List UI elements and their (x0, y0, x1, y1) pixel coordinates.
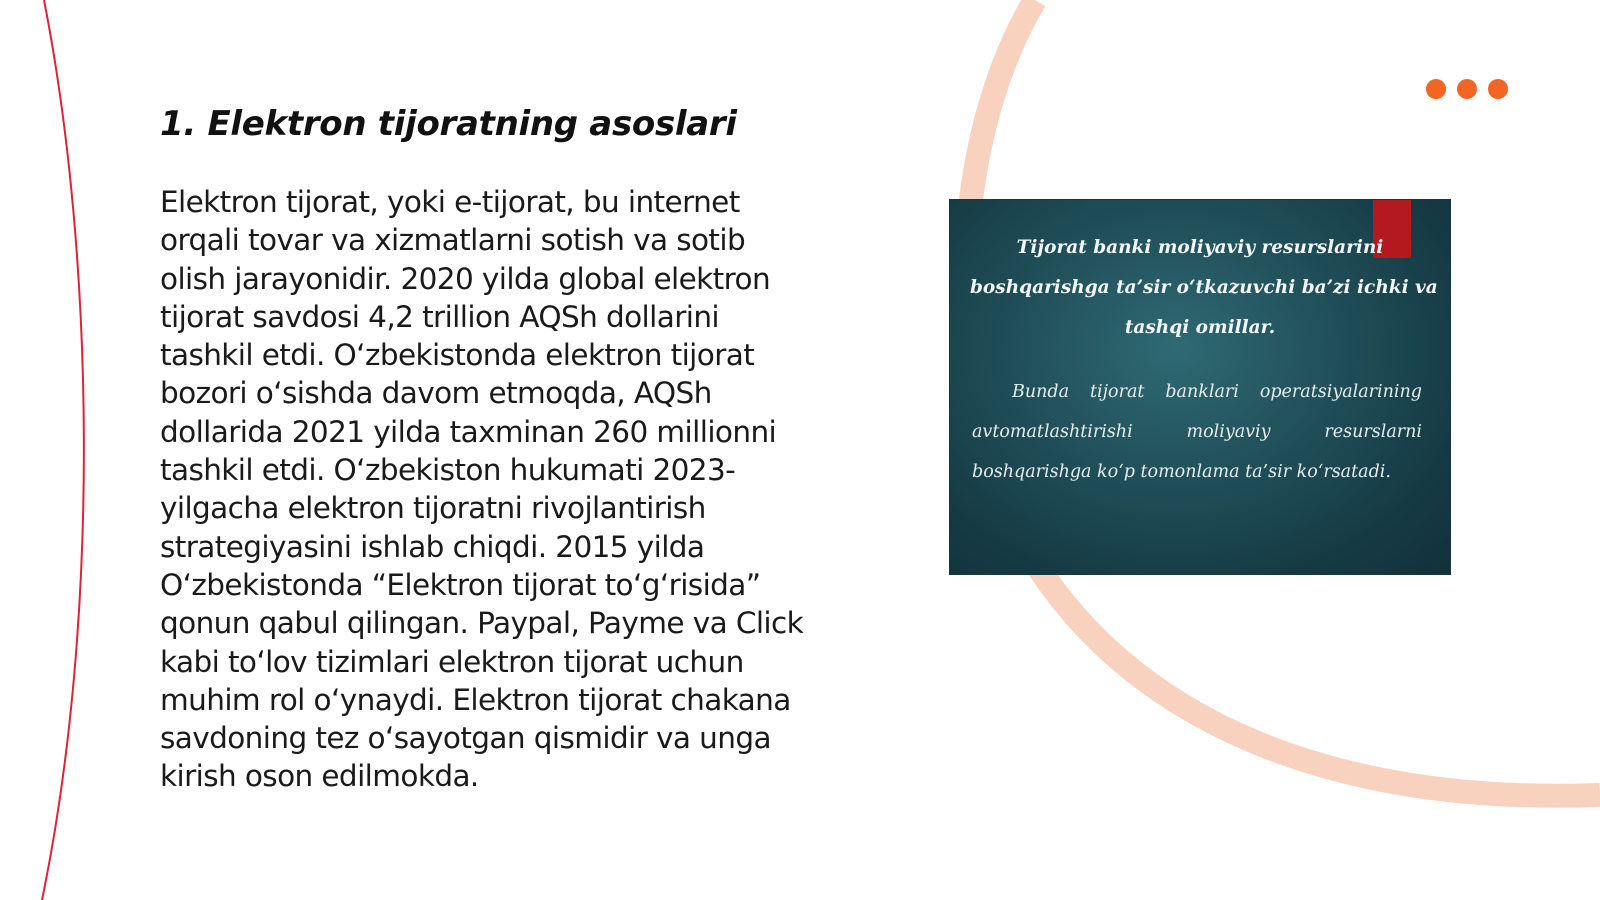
dots-decoration (1426, 79, 1508, 99)
dot-icon (1488, 79, 1508, 99)
picture-body-line: boshqarishga ko‘p tomonlama ta’sir ko‘rsatadi. (972, 462, 1391, 482)
picture-word: Bunda (1012, 382, 1070, 402)
picture-body-line (972, 372, 1422, 412)
body-line: orqali tovar va xizmatlarni sotish va sotib (160, 223, 746, 258)
picture-word: moliyaviy (1186, 422, 1271, 442)
body-line: savdoning tez o‘sayotgan qismidir va unga (160, 721, 771, 756)
body-line: Elektron tijorat, yoki e-tijorat, bu internet (160, 185, 740, 219)
slide-picture (950, 200, 1450, 574)
picture-word: banklari (1165, 382, 1239, 402)
body-line: tashkil etdi. O‘zbekistonda elektron tijorat (160, 338, 755, 373)
body-line: dollarida 2021 yilda taxminan 260 millionni (160, 414, 777, 449)
picture-word: tijorat (1089, 382, 1145, 402)
picture-title-line: tashqi omillar. (1124, 317, 1276, 338)
picture-word: operatsiyalarining (1259, 382, 1422, 402)
body-line: kirish oson edilmokda. (160, 759, 479, 794)
body-line: tijorat savdosi 4,2 trillion AQSh dollarini (160, 299, 720, 334)
dot-icon (1426, 79, 1446, 99)
slide-title: 1. Elektron tijoratning asoslari (160, 104, 737, 144)
body-line: bozori o‘sishda davom etmoqda, AQSh (160, 376, 712, 411)
body-line: yilgacha elektron tijoratni rivojlantirish (160, 491, 706, 526)
picture-body-line (972, 412, 1422, 452)
picture-word: avtomatlashtirishi (972, 422, 1133, 442)
body-line: kabi to‘lov tizimlari elektron tijorat uchun (160, 644, 744, 679)
picture-word: resurslarni (1324, 422, 1422, 442)
body-line: strategiyasini ishlab chiqdi. 2015 yilda (160, 529, 705, 564)
picture-title (970, 228, 1438, 348)
dot-icon (1457, 79, 1477, 99)
body-line: O‘zbekistonda “Elektron tijorat to‘g‘risida” (160, 567, 761, 602)
picture-title-line: Tijorat banki moliyaviy resurslarini (1016, 237, 1384, 258)
body-line: muhim rol o‘ynaydi. Elektron tijorat chakana (160, 682, 791, 717)
slide-body-text (160, 183, 860, 796)
left-decorative-curve (42, 0, 84, 900)
body-line: olish jarayonidir. 2020 yilda global elektron (160, 261, 771, 296)
picture-body (972, 372, 1422, 492)
body-line: qonun qabul qilingan. Paypal, Payme va Click (160, 606, 804, 641)
body-line: tashkil etdi. O‘zbekiston hukumati 2023- (160, 453, 736, 488)
picture-title-line: boshqarishga ta’sir o‘tkazuvchi ba’zi ichki va (970, 277, 1438, 298)
